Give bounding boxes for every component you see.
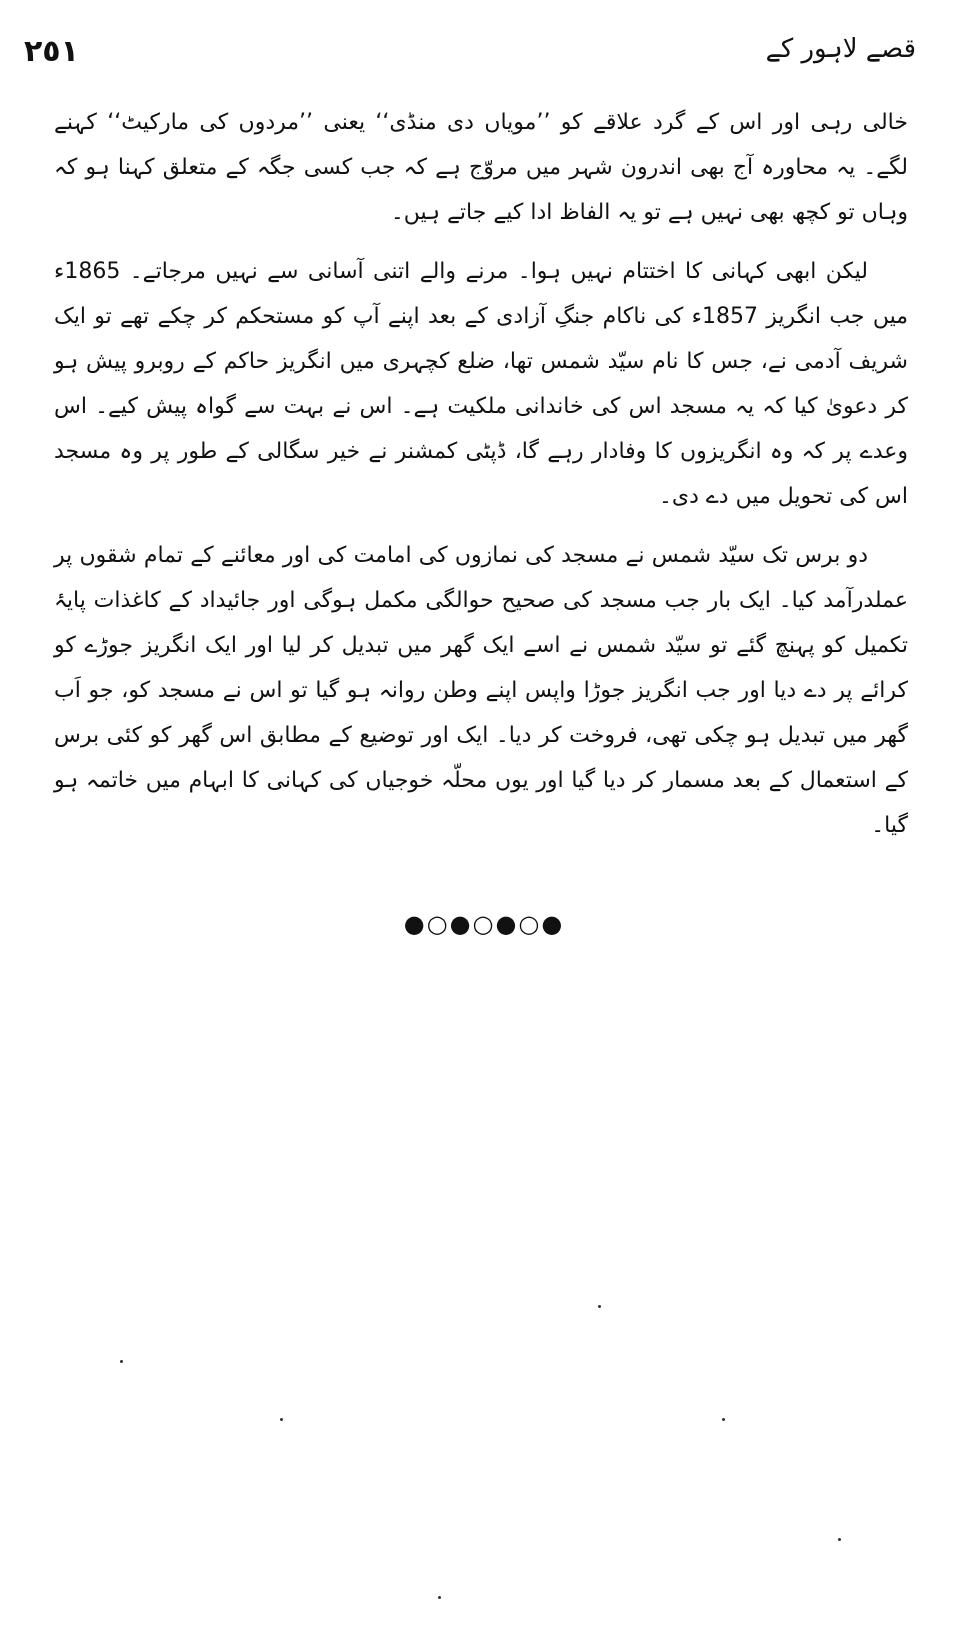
scan-speck <box>280 1418 283 1421</box>
paragraph: دو برس تک سیّد شمس نے مسجد کی نمازوں کی امامت کی اور معائنے کے تمام شقوں پر عملدرآمد کیا۔ ایک بار جب مسجد کی صحیح حوالگی مکمل ہوگی اور جائیداد کے کاغذات پایۂ تکمیل کو پہنچ گئے تو سیّد شمس نے اسے ایک گھر میں تبدیل کر لیا اور ایک انگریز جوڑے کو کرائے پر دے دیا اور جب انگریز جوڑا واپس اپنے وطن روانہ ہو گیا تو اس نے مسجد کو، جو اَب گھر میں تبدیل ہو چکی تھی، فروخت کر دیا۔ ایک اور توضیع کے مطابق اس گھر کو کئی برس کے استعمال کے بعد مسمار کر دیا گیا اور یوں محلّہ خوجیاں کی کہانی کا ابہام میں خاتمہ ہو گیا۔ <box>54 543 908 838</box>
page-number: ١٥٢ <box>24 34 79 69</box>
paragraph: لیکن ابھی کہانی کا اختتام نہیں ہوا۔ مرنے والے اتنی آسانی سے نہیں مرجاتے۔ 1865ء میں جب انگریز 1857ء کی ناکام جنگِ آزادی کے بعد اپنے آپ کو مستحکم کر چکے تھے تو ایک شریف آدمی نے، جس کا نام سیّد شمس تھا، ضلع کچہری میں انگریز حاکم کے روبرو پیش ہو کر دعویٰ کیا کہ یہ مسجد اس کی خاندانی ملکیت ہے۔ اس نے بہت سے گواہ پیش کیے۔ اس وعدے پر کہ وہ انگریزوں کا وفادار رہے گا، ڈپٹی کمشنر نے خیر سگالی کے طور پر وہ مسجد اس کی تحویل میں دے دی۔ <box>54 259 908 509</box>
paragraph: خالی رہی اور اس کے گرد علاقے کو ’’مویاں دی منڈی‘‘ یعنی ’’مردوں کی مارکیٹ‘‘ کہنے لگے۔ یہ محاورہ آج بھی اندرون شہر میں مروّج ہے کہ جب کسی جگہ کے متعلق کہنا ہو کہ وہاں تو کچھ بھی نہیں ہے تو یہ الفاظ ادا کیے جاتے ہیں۔ <box>54 110 908 225</box>
body-text <box>54 100 908 862</box>
scan-speck <box>438 1596 441 1599</box>
scan-speck <box>722 1418 725 1421</box>
scan-speck <box>120 1360 123 1363</box>
scan-speck <box>838 1538 841 1541</box>
running-title: قصے لاہور کے <box>765 34 916 64</box>
scan-speck <box>598 1305 601 1308</box>
section-end-ornament: ●○●○●○● <box>403 910 565 938</box>
